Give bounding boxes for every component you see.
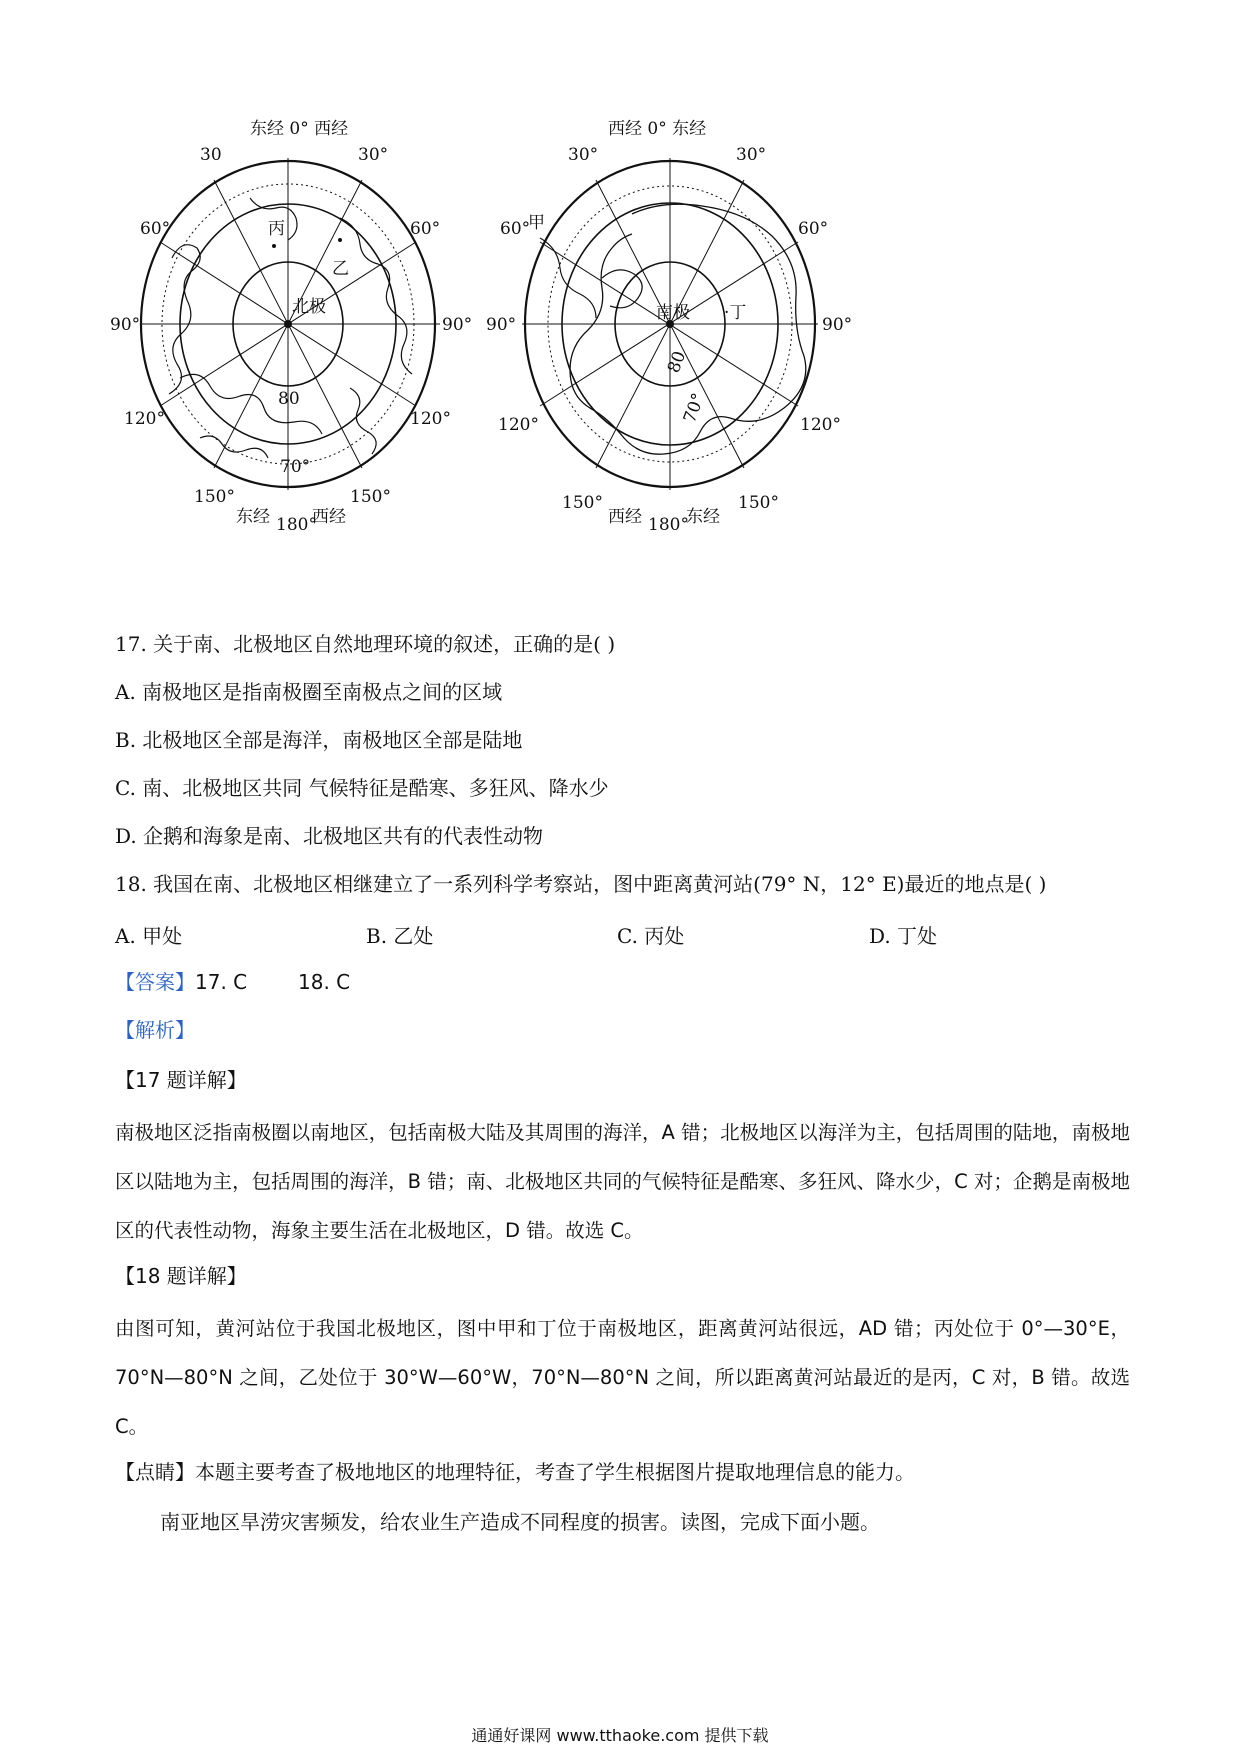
point-jia: 甲 xyxy=(528,213,545,233)
south-bottom-center: 180° xyxy=(648,515,689,535)
answer-text: 17. C 18. C xyxy=(195,970,351,994)
south-lat-70: 70° xyxy=(679,390,710,426)
south-top-label: 西经 0° 东经 xyxy=(608,119,707,139)
south-bottom-right: 东经 xyxy=(686,507,720,527)
q17-option-a: A. 南极地区是指南极圈至南极点之间的区域 xyxy=(115,680,503,704)
north-bottom-center: 180° xyxy=(276,515,317,535)
north-lon-150-right: 150° xyxy=(350,487,391,507)
detail-18-paragraph: 由图可知，黄河站位于我国北极地区，图中甲和丁位于南极地区，距离黄河站很远，AD 错；丙处位于 0°—30°E，70°N—80°N 之间，乙处位于 30°W—60°W，70°N—80°N 之间，所以距离黄河站最近的是丙，C 对，B 错。故选 C。 xyxy=(115,1317,1130,1438)
south-lon-120-left: 120° xyxy=(498,415,539,435)
south-lat-80: 80 xyxy=(663,348,691,376)
answer-tag: 【答案】 xyxy=(115,970,195,994)
south-lon-90-left: 90° xyxy=(486,315,517,335)
south-lon-150-left: 150° xyxy=(562,493,603,513)
q18-options xyxy=(115,920,1115,948)
answer-line xyxy=(115,968,350,996)
q18-stem: 18. 我国在南、北极地区相继建立了一系列科学考察站，图中距离黄河站(79° N，12° E)最近的地点是( ) xyxy=(115,872,1047,896)
q17-option-d: D. 企鹅和海象是南、北极地区共有的代表性动物 xyxy=(115,824,544,848)
south-lon-90-right: 90° xyxy=(822,315,853,335)
q18-option-b: B. 乙处 xyxy=(366,924,434,948)
q18-option-c: C. 丙处 xyxy=(617,924,685,948)
detail-18-heading: 【18 题详解】 xyxy=(115,1264,247,1288)
point-ding: ·丁 xyxy=(724,303,747,323)
south-lon-30-right: 30° xyxy=(736,145,767,165)
q18-option-a: A. 甲处 xyxy=(115,924,183,948)
point-bing: 丙 xyxy=(268,219,285,239)
dianjing-tag: 【点睛】 xyxy=(115,1460,195,1484)
q17-option-c: C. 南、北极地区共同 气候特征是酷寒、多狂风、降水少 xyxy=(115,776,609,800)
north-lon-30-left: 30 xyxy=(200,145,222,165)
south-lon-120-right: 120° xyxy=(800,415,841,435)
north-bottom-left: 东经 xyxy=(236,507,270,527)
south-bottom-left: 西经 xyxy=(608,507,642,527)
q17-option-b: B. 北极地区全部是海洋，南极地区全部是陆地 xyxy=(115,728,523,752)
south-polar-map xyxy=(482,118,922,608)
north-lon-120-left: 120° xyxy=(124,409,165,429)
south-pole-label: 南极 xyxy=(656,303,690,323)
north-lon-60-left: 60° xyxy=(140,219,171,239)
page-footer: 通通好课网 www.tthaoke.com 提供下载 xyxy=(471,1726,769,1745)
north-lon-30-right: 30° xyxy=(358,145,389,165)
north-lat-70: 70° xyxy=(280,457,311,477)
point-yi: 乙 xyxy=(332,259,349,279)
north-lon-90-right: 90° xyxy=(442,315,473,335)
dianjing-line xyxy=(115,1458,915,1486)
north-lat-80: 80 xyxy=(278,389,300,409)
north-lon-150-left: 150° xyxy=(194,487,235,507)
north-lon-90-left: 90° xyxy=(110,315,141,335)
detail-17-heading: 【17 题详解】 xyxy=(115,1068,247,1092)
analysis-tag: 【解析】 xyxy=(115,1018,195,1042)
south-lon-150-right: 150° xyxy=(738,493,779,513)
north-pole-label: 北极 xyxy=(292,297,326,317)
next-question-intro: 南亚地区旱涝灾害频发，给农业生产造成不同程度的损害。读图，完成下面小题。 xyxy=(160,1510,880,1534)
q18-option-d: D. 丁处 xyxy=(869,924,938,948)
dianjing-text: 本题主要考查了极地地区的地理特征，考查了学生根据图片提取地理信息的能力。 xyxy=(195,1460,915,1484)
north-lon-60-right: 60° xyxy=(410,219,441,239)
detail-17-paragraph: 南极地区泛指南极圈以南地区，包括南极大陆及其周围的海洋，A 错；北极地区以海洋为主，包括周围的陆地，南极地区以陆地为主，包括周围的海洋，B 错；南、北极地区共同的气候特征是酷寒、多狂风、降水少，C 对；企鹅是南极地区的代表性动物，海象主要生活在北极地区，D 错。故选 C。 xyxy=(115,1121,1130,1242)
south-lon-60-left: 60° xyxy=(500,219,531,239)
north-polar-map xyxy=(110,118,510,608)
north-bottom-right: 西经 xyxy=(312,507,346,527)
south-lon-30-left: 30° xyxy=(568,145,599,165)
polar-maps-figure xyxy=(110,118,940,608)
q17-stem: 17. 关于南、北极地区自然地理环境的叙述，正确的是( ) xyxy=(115,632,616,656)
north-lon-120-right: 120° xyxy=(410,409,451,429)
north-top-label: 东经 0° 西经 xyxy=(250,119,349,139)
south-lon-60-right: 60° xyxy=(798,219,829,239)
